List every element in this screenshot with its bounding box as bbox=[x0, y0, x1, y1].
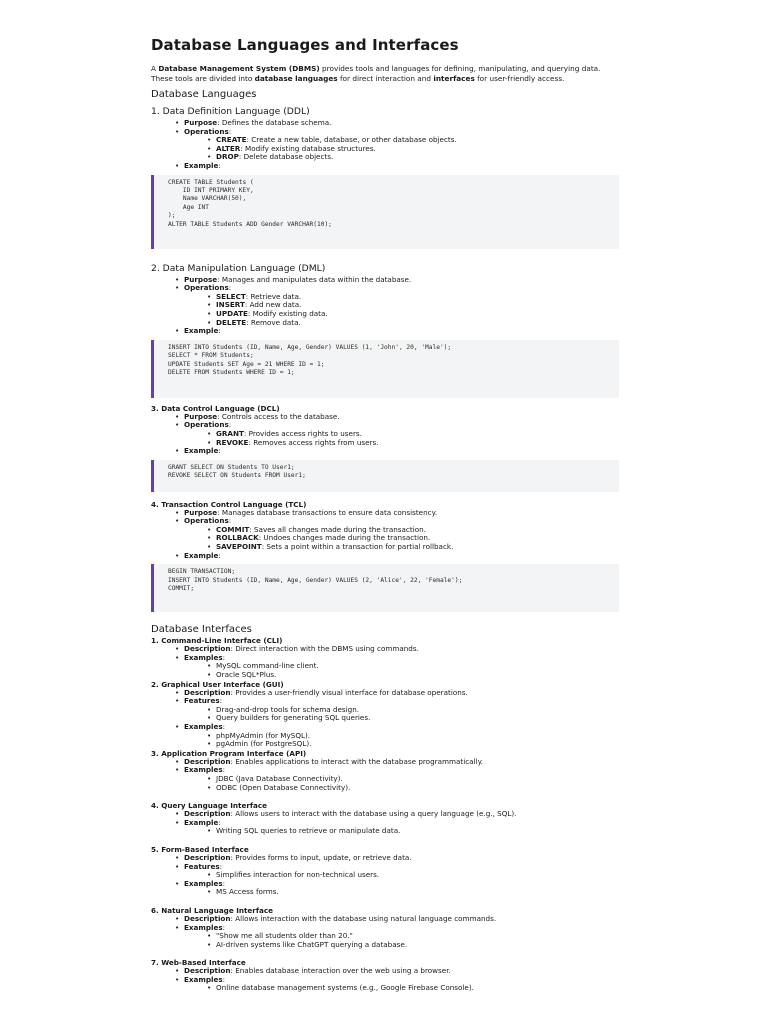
list-item: • Purpose: Manages and manipulates data within the database. bbox=[184, 276, 619, 285]
section-natural-language-interface bbox=[151, 906, 619, 949]
section-query-language-interface bbox=[151, 801, 619, 836]
list-item: • Operations: • CREATE: Create a new table, database, or other database objects. • ALTER: Modify existing database structures. • DROP: Delete database objects. bbox=[184, 128, 619, 162]
list-item: • Purpose: Manages database transactions to ensure data consistency. bbox=[184, 509, 619, 518]
list-item: • Description: Direct interaction with the DBMS using commands. bbox=[184, 645, 619, 654]
cli-heading: 1. Command-Line Interface (CLI) bbox=[151, 636, 283, 646]
form-heading: 5. Form-Based Interface bbox=[151, 844, 249, 854]
list-item: • DROP: Delete database objects. bbox=[216, 153, 619, 162]
ddl-list bbox=[151, 119, 619, 171]
list-item: • Query builders for generating SQL queries. bbox=[216, 714, 619, 723]
list-item: • Operations: • SELECT: Retrieve data. • INSERT: Add new data. • UPDATE: Modify existing data. • DELETE: Remove data. bbox=[184, 284, 619, 327]
list-item: • Description: Enables database interaction over the web using a browser. bbox=[184, 967, 619, 976]
list-item: • Example: bbox=[184, 162, 619, 171]
list-item: • Features: • Drag-and-drop tools for schema design. • Query builders for generating SQL queries. bbox=[184, 697, 619, 723]
ddl-code-block: CREATE TABLE Students ( ID INT PRIMARY KEY, Name VARCHAR(50), Age INT ); ALTER TABLE Students ADD Gender VARCHAR(10); bbox=[151, 175, 619, 249]
list-item: • Example: • Writing SQL queries to retrieve or manipulate data. bbox=[184, 819, 619, 836]
languages-heading: Database Languages bbox=[151, 89, 257, 100]
list-item: • Examples: • "Show me all students older than 20." • AI-driven systems like ChatGPT querying a database. bbox=[184, 924, 619, 950]
list-item: • ODBC (Open Database Connectivity). bbox=[216, 784, 619, 793]
nli-heading: 6. Natural Language Interface bbox=[151, 905, 273, 915]
tcl-code-block: BEGIN TRANSACTION; INSERT INTO Students (ID, Name, Age, Gender) VALUES (2, 'Alice', 22, 'Female'); COMMIT; bbox=[151, 564, 619, 612]
list-item: • COMMIT: Saves all changes made during the transaction. bbox=[216, 526, 619, 535]
list-item: • Operations: • GRANT: Provides access rights to users. • REVOKE: Removes access rights from users. bbox=[184, 421, 619, 447]
list-item: • Examples: • JDBC (Java Database Connectivity). • ODBC (Open Database Connectivity). bbox=[184, 766, 619, 792]
list-item: • Description: Provides forms to input, update, or retrieve data. bbox=[184, 854, 619, 863]
tcl-list bbox=[151, 509, 619, 561]
gui-heading: 2. Graphical User Interface (GUI) bbox=[151, 679, 284, 689]
dml-code-block: INSERT INTO Students (ID, Name, Age, Gender) VALUES (1, 'John', 20, 'Male'); SELECT * FROM Students; UPDATE Students SET Age = 21 WHERE ID = 1; DELETE FROM Students WHERE ID = 1; bbox=[151, 340, 619, 398]
list-item: • UPDATE: Modify existing data. bbox=[216, 310, 619, 319]
dcl-heading: 3. Data Control Language (DCL) bbox=[151, 403, 280, 413]
list-item: • Examples: • MS Access forms. bbox=[184, 880, 619, 897]
section-dcl bbox=[151, 404, 619, 492]
list-item: • MySQL command-line client. bbox=[216, 662, 619, 671]
list-item: • Description: Allows users to interact with the database using a query language (e.g., SQL). bbox=[184, 810, 619, 819]
list-item: • MS Access forms. bbox=[216, 888, 619, 897]
page-title: Database Languages and Interfaces bbox=[151, 36, 459, 54]
list-item: • phpMyAdmin (for MySQL). bbox=[216, 732, 619, 741]
list-item: • Example: bbox=[184, 327, 619, 336]
qli-heading: 4. Query Language Interface bbox=[151, 801, 268, 811]
list-item: • Examples: • Online database management systems (e.g., Google Firebase Console). bbox=[184, 976, 619, 993]
list-item: • Example: bbox=[184, 447, 619, 456]
list-item: • Operations: • COMMIT: Saves all changes made during the transaction. • ROLLBACK: Undoes changes made during the transaction. • SAVEPOINT: Sets a point within a transaction for partial rollback. bbox=[184, 517, 619, 551]
list-item: • ROLLBACK: Undoes changes made during the transaction. bbox=[216, 534, 619, 543]
list-item: • Oracle SQL*Plus. bbox=[216, 671, 619, 680]
section-dml bbox=[151, 263, 619, 398]
list-item: • Purpose: Controls access to the database. bbox=[184, 413, 619, 422]
list-item: • Description: Allows interaction with the database using natural language commands. bbox=[184, 915, 619, 924]
dml-heading: 2. Data Manipulation Language (DML) bbox=[151, 262, 326, 274]
list-item: • DELETE: Remove data. bbox=[216, 319, 619, 328]
list-item: • pgAdmin (for PostgreSQL). bbox=[216, 740, 619, 749]
ddl-heading: 1. Data Definition Language (DDL) bbox=[151, 106, 310, 117]
list-item: • JDBC (Java Database Connectivity). bbox=[216, 775, 619, 784]
dcl-code-block: GRANT SELECT ON Students TO User1; REVOKE SELECT ON Students FROM User1; bbox=[151, 460, 619, 492]
dcl-list bbox=[151, 413, 619, 456]
section-ddl bbox=[151, 106, 619, 249]
intro-paragraph: A Database Management System (DBMS) provides tools and languages for defining, manipulating, and querying data. These tools are divided into database languages for direct interaction and interfaces for user-friendly access. bbox=[151, 64, 601, 83]
list-item: • SELECT: Retrieve data. bbox=[216, 293, 619, 302]
list-item: • AI-driven systems like ChatGPT querying a database. bbox=[216, 941, 619, 950]
section-api bbox=[151, 749, 619, 792]
list-item: • Examples: • phpMyAdmin (for MySQL). • pgAdmin (for PostgreSQL). bbox=[184, 723, 619, 749]
list-item: • Drag-and-drop tools for schema design. bbox=[216, 706, 619, 715]
list-item: • ALTER: Modify existing database structures. bbox=[216, 145, 619, 154]
list-item: • Examples: • MySQL command-line client. • Oracle SQL*Plus. bbox=[184, 654, 619, 680]
list-item: • Example: bbox=[184, 552, 619, 561]
tcl-heading: 4. Transaction Control Language (TCL) bbox=[151, 499, 307, 509]
interfaces-heading: Database Interfaces bbox=[151, 624, 252, 636]
section-tcl bbox=[151, 500, 619, 613]
section-form-based-interface bbox=[151, 845, 619, 897]
list-item: • Description: Enables applications to interact with the database programmatically. bbox=[184, 758, 619, 767]
dml-list bbox=[151, 276, 619, 336]
section-gui bbox=[151, 680, 619, 749]
list-item: • Online database management systems (e.g., Google Firebase Console). bbox=[216, 984, 619, 993]
list-item: • GRANT: Provides access rights to users. bbox=[216, 430, 619, 439]
list-item: • INSERT: Add new data. bbox=[216, 301, 619, 310]
list-item: • Purpose: Defines the database schema. bbox=[184, 119, 619, 128]
api-heading: 3. Application Program Interface (API) bbox=[151, 748, 307, 758]
article bbox=[151, 36, 619, 993]
list-item: • REVOKE: Removes access rights from users. bbox=[216, 439, 619, 448]
list-item: • SAVEPOINT: Sets a point within a transaction for partial rollback. bbox=[216, 543, 619, 552]
section-cli bbox=[151, 636, 619, 679]
list-item: • "Show me all students older than 20." bbox=[216, 932, 619, 941]
list-item: • Features: • Simplifies interaction for non-technical users. bbox=[184, 863, 619, 880]
list-item: • Simplifies interaction for non-technical users. bbox=[216, 871, 619, 880]
list-item: • Description: Provides a user-friendly visual interface for database operations. bbox=[184, 689, 619, 698]
section-web-based-interface bbox=[151, 958, 619, 993]
web-heading: 7. Web-Based Interface bbox=[151, 958, 246, 968]
list-item: • CREATE: Create a new table, database, or other database objects. bbox=[216, 136, 619, 145]
list-item: • Writing SQL queries to retrieve or manipulate data. bbox=[216, 827, 619, 836]
